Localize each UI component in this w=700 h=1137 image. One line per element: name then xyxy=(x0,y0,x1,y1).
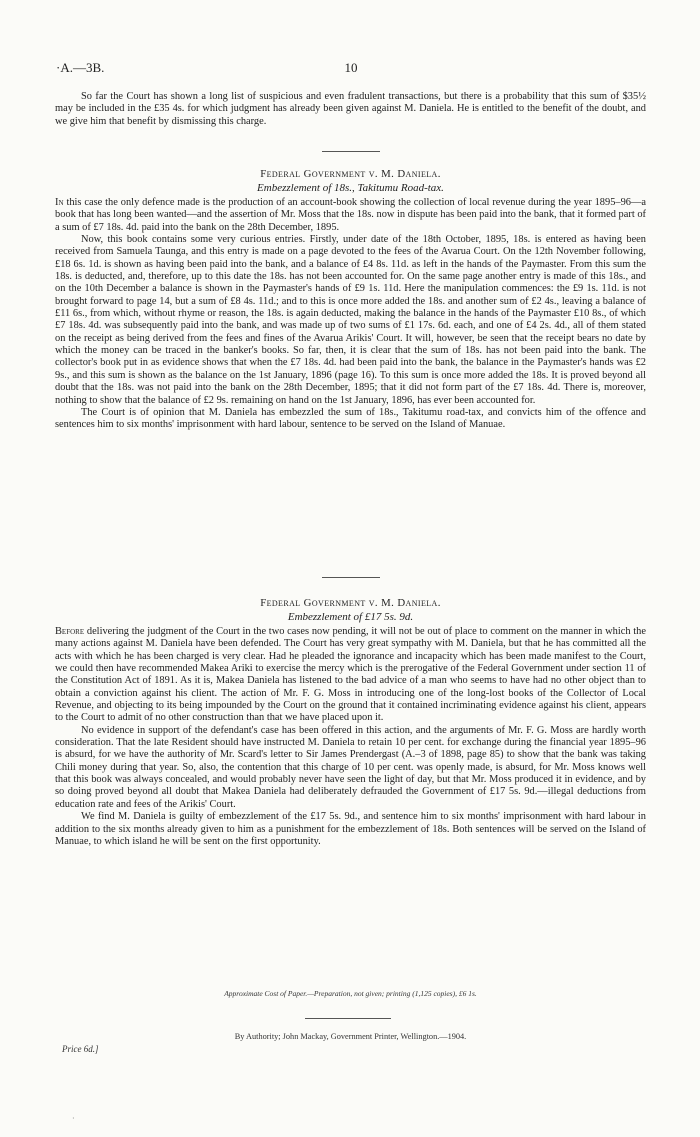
case-2-paragraph-1 xyxy=(55,626,646,725)
case-2-subtitle: Embezzlement of £17 5s. 9d. xyxy=(287,611,414,623)
paper-id: ·A.—3B. xyxy=(56,60,105,75)
case-1 xyxy=(55,168,646,432)
opening-section xyxy=(55,91,646,128)
case-1-paragraph-1 xyxy=(55,197,646,234)
case-2-title: Federal Government v. M. Daniela. xyxy=(260,597,441,609)
section-divider-1 xyxy=(55,151,646,152)
case-1-title: Federal Government v. M. Daniela. xyxy=(260,168,441,180)
cost-of-paper-note: Approximate Cost of Paper.—Preparation, not given; printing (1,125 copies), £6 1s. xyxy=(224,989,477,998)
opening-paragraph: So far the Court has shown a long list of suspicious and even fradulent transactions, but there is a probability that this sum of $35½ may be included in the £35 4s. for which judgment has already been given against M. Daniela. He is entitled to the benefit of the doubt, and we give him that benefit by dismissing this charge. xyxy=(55,91,646,127)
printer-authority: By Authority; John Mackay, Government Printer, Wellington.—1904. xyxy=(234,1032,467,1041)
case-2-paragraph-2: No evidence in support of the defendant's case has been offered in this action, and the arguments of Mr. F. G. Moss are hardly worth consideration. That the late Resident should have instructed M. Daniela to retain 10 per cent. for exchange during the financial year 1895–96 is absurd, for we have the authority of Mr. Scard's letter to Sir James Prendergast (A.–3 of 1898, page 85) to show that the bank was taking Chili money during that year. So, also, the contention that this charge of 10 per cent. was openly made, is absurd, for Mr. Moss knows well that this book was always concealed, and would probably never have seen the light of day, but that Mr. Moss produced it in evidence, and by so doing proved beyond all doubt that Makea Daniela had deliberately defrauded the Government of £17 5s. 9d.—illegal deductions from education rate and fees of the Arikis' Court. xyxy=(55,724,646,810)
page-number: 10 xyxy=(344,60,358,75)
case-1-paragraph-2: Now, this book contains some very curious entries. Firstly, under date of the 18th October, 1895, 18s. is entered as having been received from Samuela Taunga, and this entry is made on a page devoted to the fees of the Avarua Court. On the 12th November following, £18 6s. 1d. is shown as having been paid into the bank, and a balance of £4 8s. 11d. as left in the hands of the Paymaster. From this sum the 18s. is deducted, and, therefore, up to this date the 18s. has not been accounted for. On the same page another entry is made of this 18s., and on the 10th December a balance is shown in the Paymaster's hands of £9 1s. 11d. Here the manipulation commences: the £9 1s. 11d. is not brought forward to page 14, but a sum of £8 4s. 11d.; and to this is once more added the 18s. and another sum of £2 4s., leaving a balance of £11 6s., from which, without rhyme or reason, the 18s. is again deducted, making the balance in the hands of the Paymaster £10 8s., of which £7 18s. 4d. was subsequently paid into the bank, and was made up of two sums of £1 17s. 6d. each, and one of £4 2s. 4d., all of them stated on the receipt as being derived from the fees and fines of the Avarua Arikis' Court. It will, however, be seen that the receipt bears no date by which the money can be traced in the banker's books. So far, then, it is clear that the sum of 18s. has not been paid into the bank. The collector's book put in as evidence shows that when the £7 18s. 4d. had been paid into the bank, the balance in the Paymaster's hands was £2 9s., and this sum is shown as the balance on the 1st January, 1896 (page 16). To this sum is once more added the 18s. It is proved beyond all doubt that the 18s. was not paid into the bank on the 28th December, 1895; that it did not form part of the £7 18s. 4d. There is, moreover, nothing to show that the balance of £2 9s. remaining on hand on the 1st January, 1896, has ever been accounted for. xyxy=(55,234,646,406)
divider-rule xyxy=(322,577,380,578)
price-note: Price 6d.] xyxy=(62,1044,99,1054)
footer-divider xyxy=(305,1018,391,1019)
case-1-subtitle: Embezzlement of 18s., Takitumu Road-tax. xyxy=(257,182,444,194)
edge-mark: · xyxy=(72,1114,75,1123)
divider-rule xyxy=(322,151,380,152)
case-1-paragraph-1-text: this case the only defence made is the production of an account-book showing the collection of local revenue during the year 1895–96—a book that has long been wanted—and the assertion of Mr. Moss that the 18s. now in dispute has been paid into the bank, that it formed part of a sum of £7 18s. 4d. paid into the bank on the 28th December, 1895. xyxy=(55,197,646,233)
case-2-lead-word: Before xyxy=(55,626,85,637)
case-2-paragraph-3: We find M. Daniela is guilty of embezzlement of the £17 5s. 9d., and sentence him to six months' imprisonment with hard labour in addition to the six months already given to him as a punishment for the embezzlement of 18s. Both sentences will be served on the Island of Manuae, to which island he will be sent on the first opportunity. xyxy=(55,811,646,847)
case-2-paragraph-1-text: delivering the judgment of the Court in the two cases now pending, it will not be out of place to comment on the manner in which the many actions against M. Daniela have been defended. The Court has very great sympathy with M. Daniela, but that he has committed all the acts with which he has been charged is very clear. Had he pleaded the ignorance and incapacity which has been made manifest to the Court, we could then have recommended Makea Ariki to exercise the mercy which is the prerogative of the Federal Government under section 11 of the Constitution Act of 1891. As it is, Makea Daniela has listened to the bad advice of a man who seems to have had no other object than to obtain a conviction against his client. The action of Mr. F. G. Moss in introducing one of the long-lost books of the Collector of Local Revenue, and objecting to its being impounded by the Court on the ground that it contained incriminating evidence against his client, appears to the Court to admit of no other construction than that we have placed upon it. xyxy=(55,626,646,724)
case-1-paragraph-3: The Court is of opinion that M. Daniela has embezzled the sum of 18s., Takitumu road-tax, and convicts him of the offence and sentences him to six months' imprisonment with hard labour, sentence to be served on the Island of Manuae. xyxy=(55,406,646,431)
case-2 xyxy=(55,597,646,848)
page-header xyxy=(56,60,646,78)
section-divider-2 xyxy=(55,577,646,578)
case-1-lead-word: In xyxy=(55,197,64,208)
